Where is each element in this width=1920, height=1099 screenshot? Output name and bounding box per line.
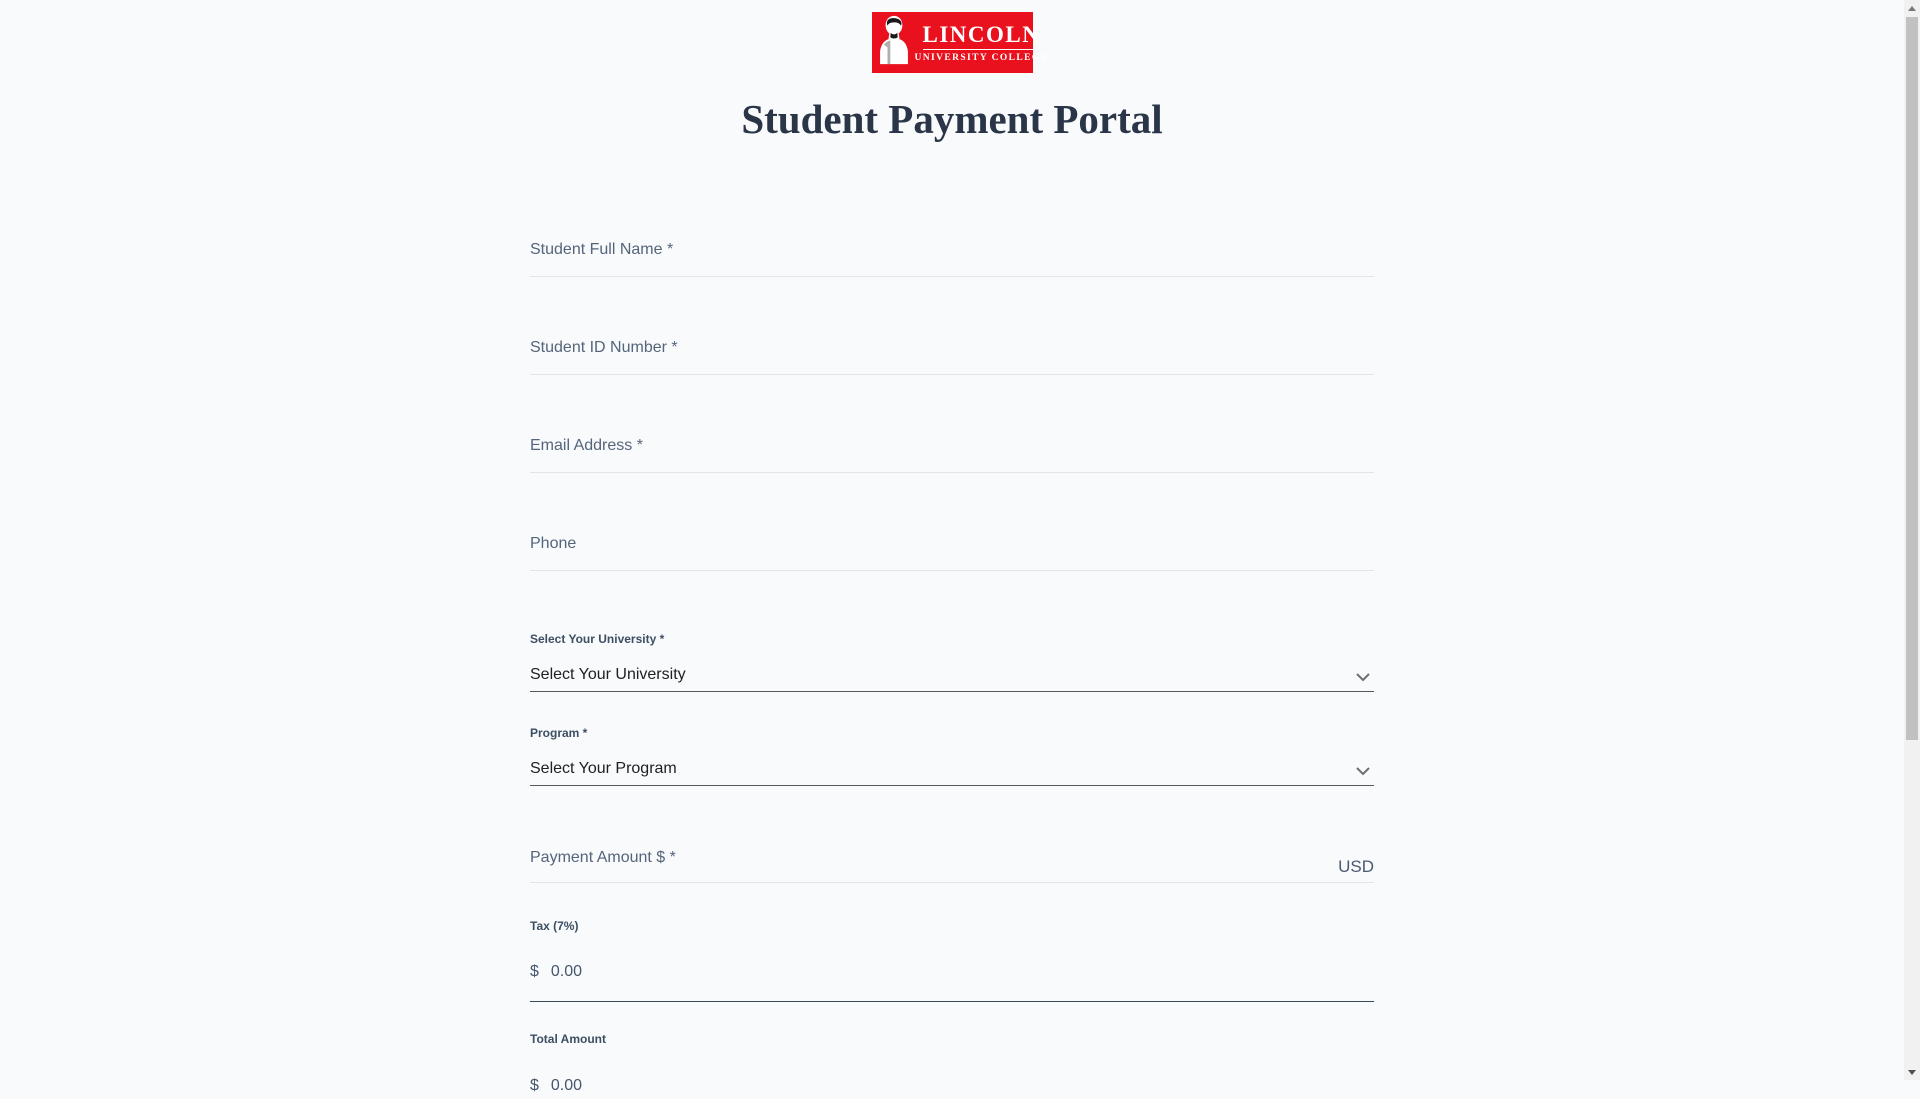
email-label: Email Address * bbox=[530, 437, 643, 454]
student-payment-page bbox=[0, 12, 1904, 1092]
program-label: Program * bbox=[530, 726, 588, 740]
total-value: 0.00 bbox=[550, 1077, 583, 1094]
tax-value: 0.00 bbox=[550, 963, 583, 980]
phone-input[interactable] bbox=[530, 534, 1374, 570]
total-amount-row bbox=[530, 1076, 582, 1096]
tax-label: Tax (7%) bbox=[530, 919, 579, 933]
program-selected-value: Select Your Program bbox=[530, 760, 677, 777]
lincoln-university-logo bbox=[872, 12, 1049, 73]
university-select[interactable] bbox=[530, 632, 1374, 692]
chevron-down-icon bbox=[1356, 668, 1370, 686]
page-title: Student Payment Portal bbox=[741, 96, 1163, 142]
total-currency-prefix: $ bbox=[530, 1077, 539, 1094]
logo-subtitle-text: UNIVERSITY COLLEGE bbox=[914, 52, 1049, 63]
student-id-input[interactable] bbox=[530, 338, 1374, 374]
phone-field[interactable] bbox=[530, 534, 1374, 571]
email-field[interactable] bbox=[530, 436, 1374, 473]
scroll-down-arrow-icon bbox=[1908, 1070, 1916, 1075]
payment-amount-label: Payment Amount $ * bbox=[530, 849, 676, 866]
email-input[interactable] bbox=[530, 436, 1374, 472]
university-label: Select Your University * bbox=[530, 632, 665, 646]
full-name-field[interactable] bbox=[530, 240, 1374, 277]
scrollbar-thumb[interactable] bbox=[1906, 17, 1918, 740]
scrollbar-down-button[interactable] bbox=[1904, 1064, 1920, 1080]
student-id-label: Student ID Number * bbox=[530, 339, 678, 356]
student-id-field[interactable] bbox=[530, 338, 1374, 375]
total-amount-label: Total Amount bbox=[530, 1032, 606, 1046]
payment-amount-field[interactable] bbox=[530, 848, 1374, 883]
logo-wordmark bbox=[915, 23, 1049, 63]
payment-form bbox=[530, 240, 1374, 1099]
scrollbar-up-button[interactable] bbox=[1904, 0, 1920, 16]
scroll-up-arrow-icon bbox=[1908, 6, 1916, 11]
phone-label: Phone bbox=[530, 535, 577, 552]
tax-amount-row bbox=[530, 962, 582, 982]
payment-amount-input[interactable] bbox=[530, 854, 1300, 880]
total-amount-field[interactable] bbox=[530, 1032, 1374, 1099]
vertical-scrollbar[interactable] bbox=[1904, 0, 1920, 1080]
full-name-input[interactable] bbox=[530, 240, 1374, 276]
university-selected-value: Select Your University bbox=[530, 666, 686, 683]
program-select[interactable] bbox=[530, 726, 1374, 786]
tax-currency-prefix: $ bbox=[530, 963, 539, 980]
chevron-down-icon bbox=[1356, 762, 1370, 780]
tax-field[interactable] bbox=[530, 919, 1374, 1002]
full-name-label: Student Full Name * bbox=[530, 241, 674, 258]
logo-name-text: LINCOLN bbox=[923, 23, 1041, 50]
currency-adornment: USD bbox=[1338, 857, 1374, 876]
lincoln-bust-icon bbox=[878, 14, 910, 71]
